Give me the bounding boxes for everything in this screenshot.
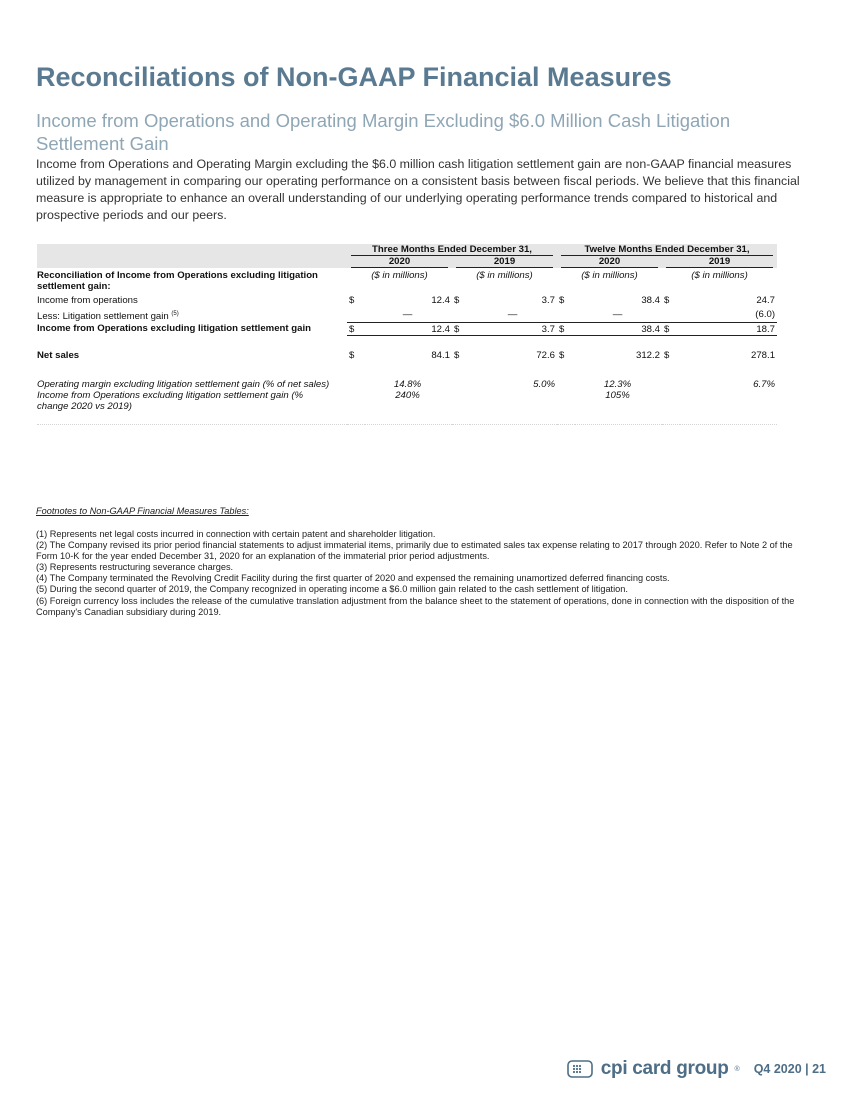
table-header-periods [37, 244, 777, 256]
cell-value: 3.7 [470, 322, 557, 335]
currency-symbol: $ [452, 322, 470, 335]
footnote-item: (1) Represents net legal costs incurred in connection with certain patent and shareholder litigation. [36, 529, 436, 539]
currency-symbol: $ [664, 295, 670, 306]
cell-value: 12.4 [431, 295, 450, 306]
currency-symbol: $ [559, 295, 565, 306]
cell-value: — [575, 307, 662, 322]
cell-value: 38.4 [641, 295, 660, 306]
row-label: Less: Litigation settlement gain $^{(5)}$ [37, 311, 179, 322]
cell-value: 240% [395, 389, 420, 401]
currency-symbol: $ [662, 322, 680, 335]
currency-symbol: $ [454, 349, 460, 361]
currency-symbol: $ [664, 349, 670, 361]
footnote-item: (4) The Company terminated the Revolving Credit Facility during the first quarter of 2020 and expensed the remaining unamortized deferred financing costs. [36, 573, 670, 584]
footnotes-list [36, 529, 796, 618]
currency-symbol: $ [349, 349, 355, 361]
unit-label: ($ in millions) [371, 270, 428, 281]
currency-symbol: $ [557, 322, 575, 335]
currency-symbol: $ [349, 295, 355, 306]
footnote-item: (6) Foreign currency loss includes the release of the cumulative translation adjustment from the balance sheet to the statement of operations, done in connection with the disposition of the Company's Canadian subsidiary during 2019. [36, 595, 795, 617]
card-logo-icon [567, 1059, 595, 1079]
currency-symbol: $ [347, 322, 365, 335]
table-row-income-ops [37, 292, 777, 307]
table-row-net-sales [37, 350, 777, 365]
cell-value: — [365, 307, 452, 322]
section-label: Reconciliation of Income from Operations excluding litigation settlement gain: [37, 270, 318, 292]
cell-value: 12.3% [603, 378, 632, 390]
cell-value: 72.6 [536, 349, 555, 361]
footnotes-title: Footnotes to Non-GAAP Financial Measures Tables: [36, 506, 249, 516]
registered-mark: ® [734, 1065, 740, 1073]
currency-symbol: $ [454, 295, 460, 306]
unit-label: ($ in millions) [476, 270, 533, 281]
footnote-item: (3) Represents restructuring severance charges. [36, 562, 234, 573]
cell-value: — [470, 307, 557, 322]
table-header-years [37, 256, 777, 268]
cell-value: (6.0) [680, 307, 777, 322]
header-year: 2019 [452, 256, 557, 268]
footnote-ref: (5) [171, 311, 179, 317]
unit-label: ($ in millions) [581, 270, 638, 281]
table-row-litigation [37, 307, 777, 322]
cell-value: 18.7 [680, 322, 777, 335]
table-row-pct-change [37, 390, 777, 412]
unit-label: ($ in millions) [691, 270, 748, 281]
header-year: 2020 [347, 256, 452, 268]
reconciliation-table [37, 244, 777, 425]
cell-value: 6.7% [753, 378, 776, 390]
cell-value: 312.2 [635, 349, 660, 361]
header-year: 2020 [557, 256, 662, 268]
cell-value: 84.1 [431, 349, 450, 361]
cell-value: 5.0% [533, 378, 555, 390]
cell-value: 3.7 [541, 295, 555, 306]
intro-paragraph: Income from Operations and Operating Margin excluding the $6.0 million cash litigation settlement gain are non-GAAP financial measures utilized by management in comparing our operating performance on a consistent basis between fiscal periods. We believe that this financial measure is appropriate to enhance an overall understanding of our underlying operating performance trends compared to historical and prospective periods and our peers. [36, 157, 800, 222]
table-row-op-margin [37, 379, 777, 390]
cell-value: 12.4 [365, 322, 452, 335]
cell-value: 14.8% [393, 378, 422, 390]
page-footer [567, 1058, 826, 1080]
page-title: Reconciliations of Non-GAAP Financial Measures [36, 62, 672, 92]
row-label: Income from Operations excluding litigation settlement gain (% change 2020 vs 2019) [37, 389, 304, 412]
header-twelve-months: Twelve Months Ended December 31, [557, 244, 777, 256]
footnote-item: (2) The Company revised its prior period financial statements to adjust immaterial items, primarily due to estimated sales tax expense relating to 2017 through 2020. Refer to Note 2 of the Form 10-K for the year ended December 31, 2020 for an explanation of the immaterial prior period adjustments. [36, 540, 793, 562]
row-label: Net sales [37, 349, 80, 361]
page-reference: Q4 2020 | 21 [753, 1062, 826, 1076]
header-year: 2019 [662, 256, 777, 268]
header-three-months: Three Months Ended December 31, [347, 244, 557, 256]
row-label: Operating margin excluding litigation settlement gain (% of net sales) [37, 378, 330, 390]
footnote-item: (5) During the second quarter of 2019, the Company recognized in operating income a $6.0 million gain related to the cash settlement of litigation. [36, 584, 628, 595]
cell-value: 24.7 [756, 295, 776, 306]
row-label: Income from operations [37, 295, 138, 306]
currency-symbol: $ [559, 349, 565, 361]
table-row-section [37, 268, 777, 292]
row-label: Income from Operations excluding litigation settlement gain [37, 323, 311, 334]
cell-value: 278.1 [751, 349, 776, 361]
table-row-income-excl [37, 322, 777, 335]
cell-value: 105% [605, 389, 630, 401]
cell-value: 38.4 [575, 322, 662, 335]
page-subtitle: Income from Operations and Operating Margin Excluding $6.0 Million Cash Litigation Settlement Gain [36, 110, 731, 154]
brand-logo-text: cpi card group [600, 1058, 729, 1079]
